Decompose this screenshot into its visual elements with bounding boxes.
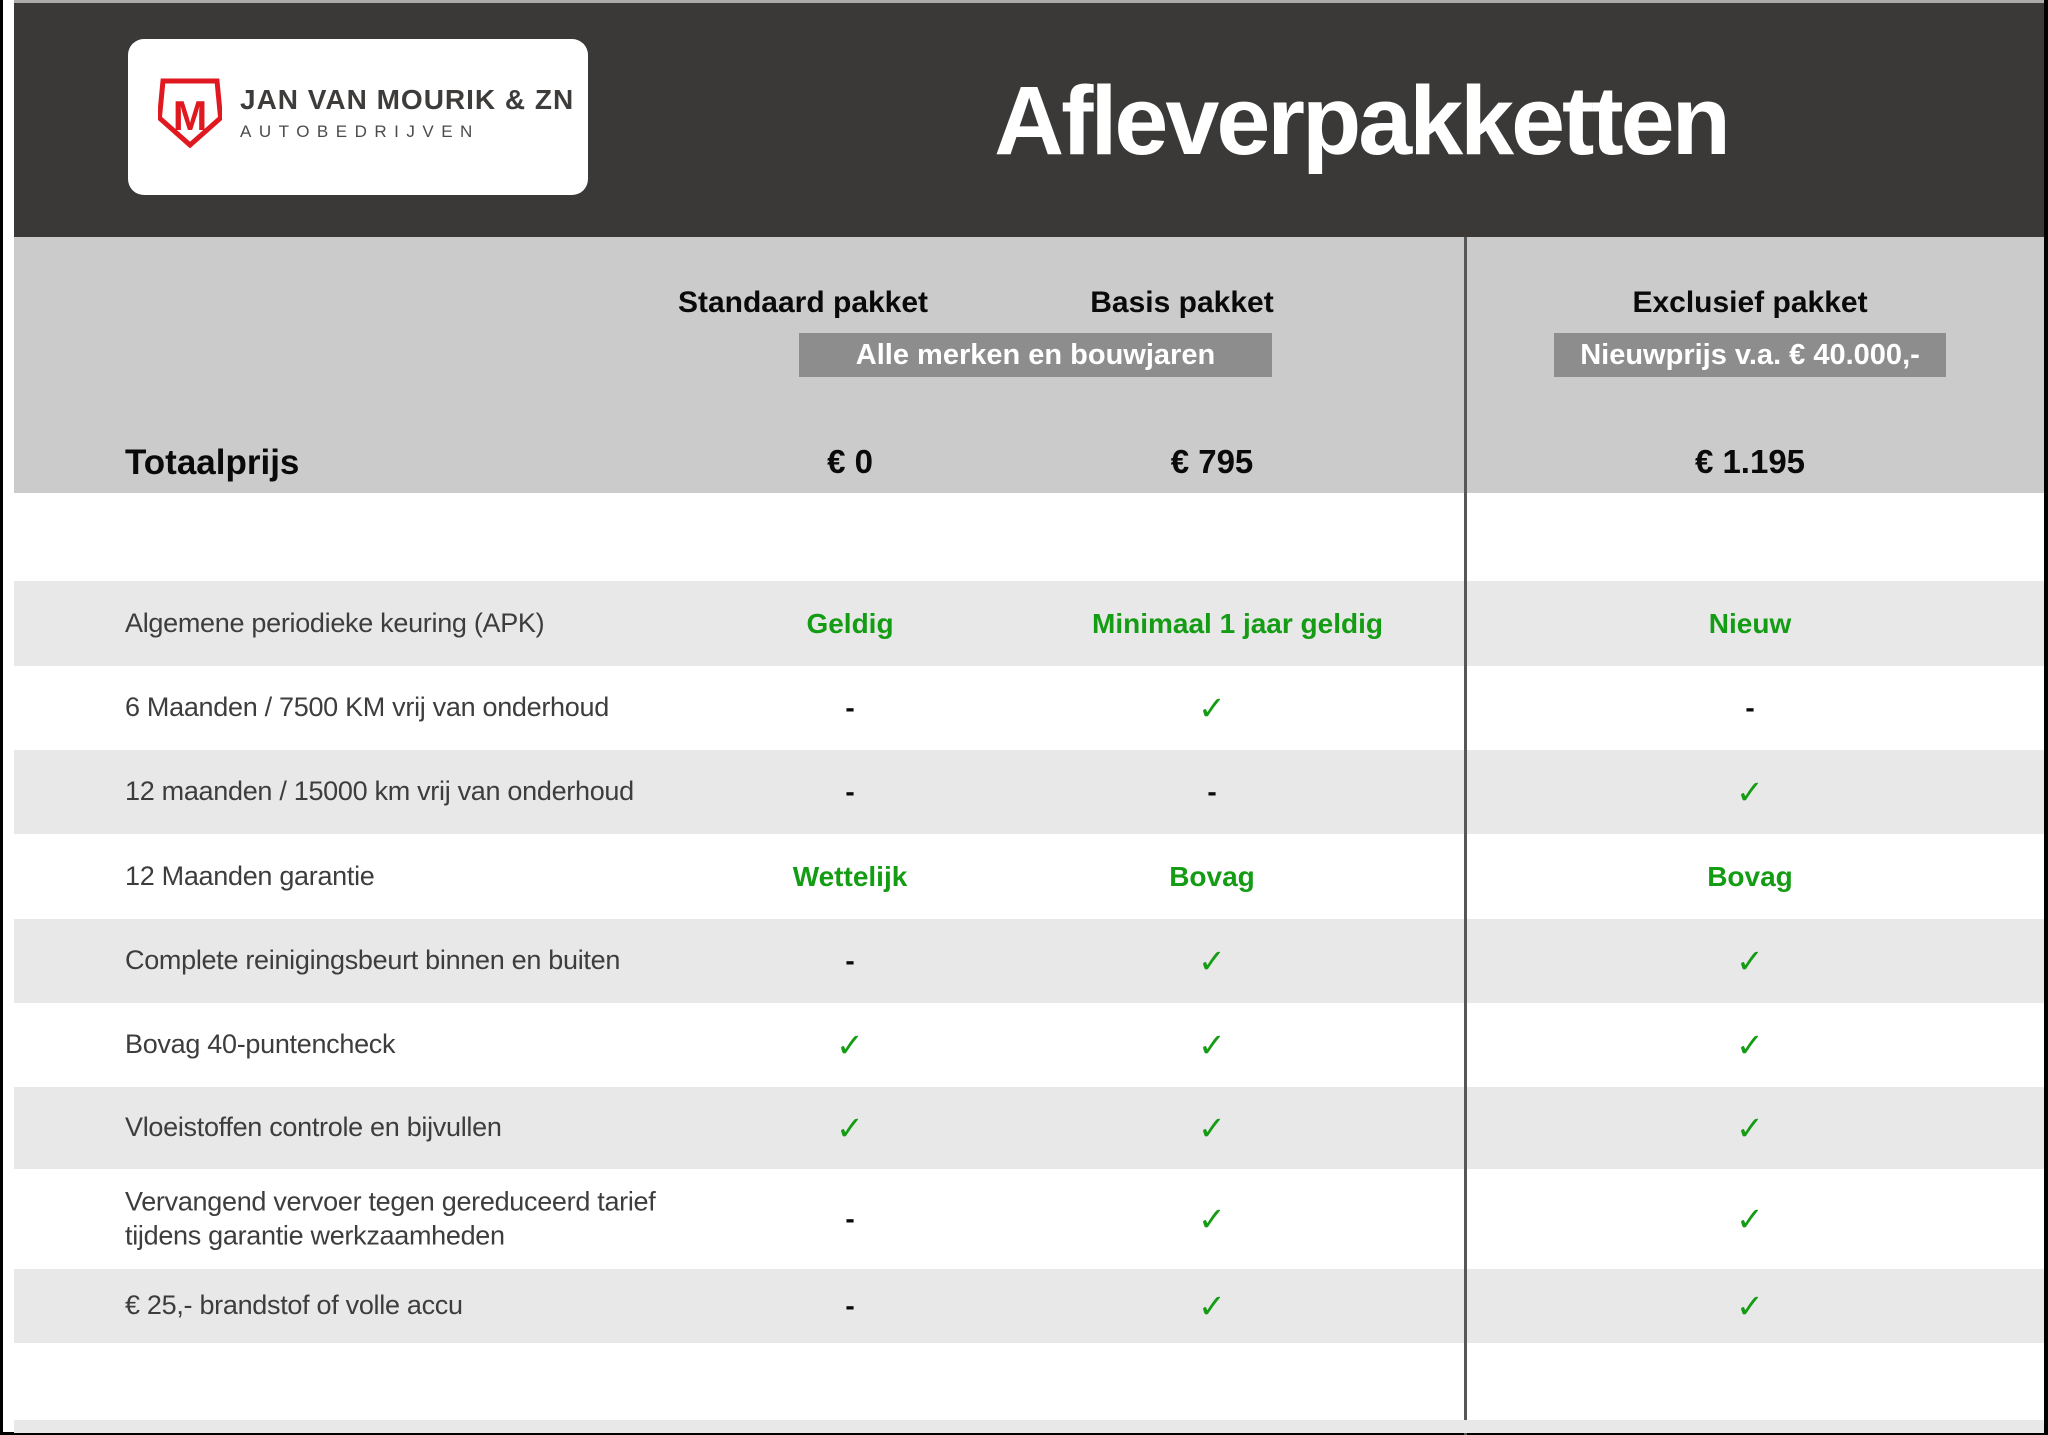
feature-label: Bovag 40-puntencheck — [125, 1029, 396, 1060]
total-price-standaard: € 0 — [827, 443, 873, 480]
feature-value-exclusief: ✓ — [1736, 773, 1764, 811]
feature-row-reinigingsbeurt — [14, 919, 2044, 1003]
brand-logo-card — [128, 39, 588, 195]
feature-value-basis: - — [1207, 776, 1217, 807]
feature-value-standaard: ✓ — [836, 1026, 864, 1064]
feature-row-garantie — [14, 834, 2044, 919]
feature-value-exclusief: ✓ — [1736, 1287, 1764, 1325]
column-header-exclusief: Exclusief pakket — [1632, 286, 1868, 319]
feature-value-basis: ✓ — [1198, 1287, 1226, 1325]
feature-row-vloeistoffen — [14, 1087, 2044, 1169]
brand-name: JAN VAN MOURIK & ZN — [240, 84, 575, 115]
column-header-standaard: Standaard pakket — [677, 286, 929, 319]
brand-text-block — [240, 84, 574, 142]
feature-value-exclusief: ✓ — [1736, 1109, 1764, 1147]
brand-logo — [158, 77, 574, 149]
feature-label: Complete reinigingsbeurt binnen en buiten — [125, 945, 621, 976]
page-title: Afleverpakketten — [994, 66, 1728, 175]
page-left-border — [0, 0, 3, 1435]
feature-row-12-maanden-onderhoud — [14, 750, 2044, 834]
feature-value-exclusief: ✓ — [1736, 1026, 1764, 1064]
feature-label: Algemene periodieke keuring (APK) — [125, 607, 545, 638]
feature-value-standaard: - — [845, 945, 855, 976]
feature-value-exclusief: ✓ — [1736, 942, 1764, 980]
package-header-band — [14, 237, 2044, 493]
page-right-border — [2044, 0, 2048, 1435]
shield-logo-icon — [158, 77, 222, 149]
feature-value-basis: ✓ — [1198, 1109, 1226, 1147]
feature-value-standaard: - — [845, 1203, 855, 1234]
feature-value-basis: ✓ — [1198, 1200, 1226, 1238]
feature-label: 12 Maanden garantie — [125, 860, 375, 891]
page — [14, 3, 2044, 1432]
feature-value-exclusief: Bovag — [1707, 860, 1793, 892]
feature-label: Vloeistoffen controle en bijvullen — [125, 1112, 502, 1143]
feature-row-6-maanden-onderhoud — [14, 666, 2044, 750]
feature-value-standaard: ✓ — [836, 1109, 864, 1147]
brand-subtitle: AUTOBEDRIJVEN — [240, 122, 480, 141]
feature-row-apk — [14, 581, 2044, 666]
exclusief-column-divider — [1464, 237, 1467, 1435]
feature-value-exclusief: Nieuw — [1708, 607, 1792, 639]
feature-row-brandstof-accu — [14, 1269, 2044, 1343]
feature-value-standaard: - — [845, 776, 855, 807]
totals-label: Totaalprijs — [125, 443, 300, 482]
feature-value-standaard: Wettelijk — [792, 860, 908, 892]
feature-value-basis: ✓ — [1198, 689, 1226, 727]
feature-value-basis: Minimaal 1 jaar geldig — [1092, 607, 1383, 639]
feature-value-basis: ✓ — [1198, 1026, 1226, 1064]
feature-label: 12 maanden / 15000 km vrij van onderhoud — [125, 776, 634, 807]
badge-new-price: Nieuwprijs v.a. € 40.000,- — [1554, 333, 1946, 377]
header-banner — [14, 3, 2044, 237]
feature-row-bovag-check — [14, 1003, 2044, 1087]
feature-label: € 25,- brandstof of volle accu — [125, 1290, 463, 1321]
monogram-m: M — [172, 93, 208, 140]
feature-value-standaard: - — [845, 692, 855, 723]
feature-table — [14, 581, 2044, 1343]
feature-value-standaard: - — [845, 1290, 855, 1321]
total-price-exclusief: € 1.195 — [1694, 443, 1806, 480]
feature-value-standaard: Geldig — [806, 607, 894, 639]
feature-label: 6 Maanden / 7500 KM vrij van onderhoud — [125, 692, 609, 723]
feature-row-vervangend-vervoer — [14, 1169, 2044, 1269]
badge-all-brands: Alle merken en bouwjaren — [799, 333, 1272, 377]
column-header-basis: Basis pakket — [1090, 286, 1274, 319]
feature-value-exclusief: - — [1745, 692, 1755, 723]
feature-label: Vervangend vervoer tegen gereduceerd tarief tijdens garantie werkzaamheden — [125, 1186, 656, 1250]
feature-value-basis: Bovag — [1169, 860, 1255, 892]
feature-value-basis: ✓ — [1198, 942, 1226, 980]
feature-value-exclusief: ✓ — [1736, 1200, 1764, 1238]
footer-strip — [14, 1420, 2044, 1433]
total-price-basis: € 795 — [1170, 443, 1254, 480]
